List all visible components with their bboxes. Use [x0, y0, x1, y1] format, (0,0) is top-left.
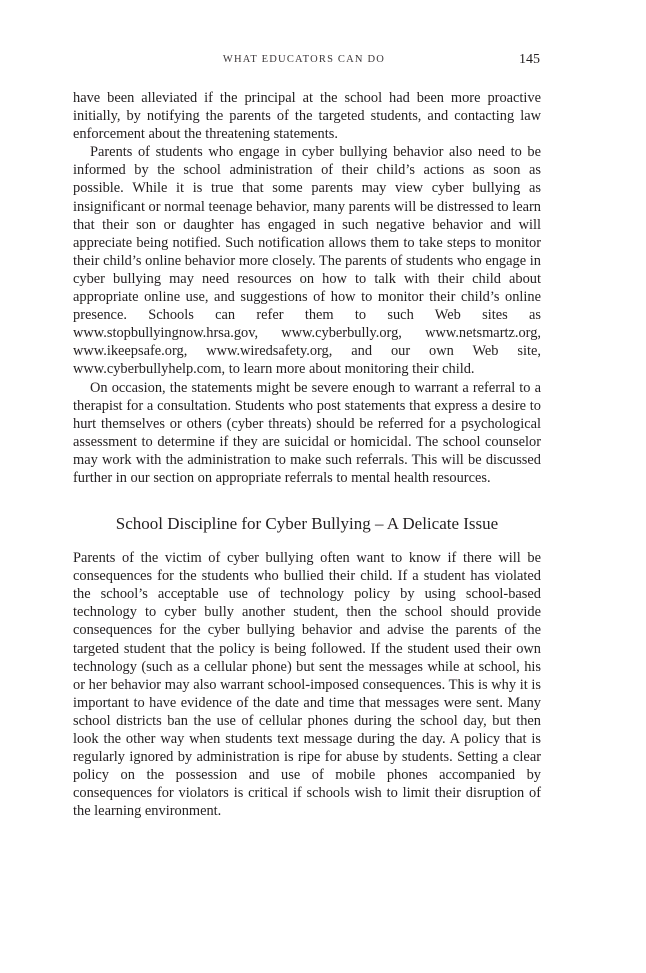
paragraph-parent-notification: Parents of students who engage in cyber bullying behavior also need to be informed by the school administration of their child’s actions as soon as possible. While it is true that some parents may view cyber bullying as insignificant or normal teenage behavior, many parents will be distressed to learn that their son or daughter has engaged in such negative behavior and will appreciate being notified. Such notification allows them to take steps to monitor their child’s online behavior more closely. The parents of students who engage in cyber bullying may need resources on how to talk with their child about appropriate online use, and suggestions of how to monitor their child’s online presence. Schools can refer them to such Web sites as www.stopbullyingnow.hrsa.gov, www.cyberbully.org, www.netsmartz.org, www.ikeepsafe.org, www.wiredsafety.org, and our own Web site, www.cyberbullyhelp.com, to learn more about monitoring their child. [73, 144, 541, 378]
page-body [73, 89, 541, 820]
paragraph-continuation: have been alleviated if the principal at the school had been more proactive initially, by notifying the parents of the targeted students, and contacting law enforcement about the threatening statements. [73, 90, 541, 143]
running-head [0, 52, 646, 70]
page-number: 145 [519, 52, 540, 67]
paragraph-school-discipline: Parents of the victim of cyber bullying often want to know if there will be consequences for the students who bullied their child. If a student has violated the school’s acceptable use of technology policy by using school-based technology to cyber bully another student, then the school should provide consequences for the cyber bullying behavior and advise the parents of the targeted student that the policy is being followed. If the student used their own technology (such as a cellular phone) but sent the messages while at school, his or her behavior may also warrant school-imposed consequences. This is why it is important to have evidence of the date and time that messages were sent. Many school districts ban the use of cellular phones during the school day, but then look the other way when students text message during the day. A policy that is regularly ignored by administration is ripe for abuse by students. Setting a clear policy on the possession and use of mobile phones accompanied by consequences for violators is critical if schools wish to limit their disruption of the learning environment. [73, 550, 541, 820]
section-heading: School Discipline for Cyber Bullying – A Delicate Issue [115, 514, 499, 534]
running-title: WHAT EDUCATORS CAN DO [222, 54, 386, 65]
paragraph-therapist-referral: On occasion, the statements might be severe enough to warrant a referral to a therapist for a consultation. Students who post statements that express a desire to hurt themselves or others (cyber threats) should be referred for a psychological assessment to determine if they are suicidal or homicidal. The school counselor may work with the administration to make such referrals. This will be discussed further in our section on appropriate referrals to mental health resources. [73, 379, 541, 486]
